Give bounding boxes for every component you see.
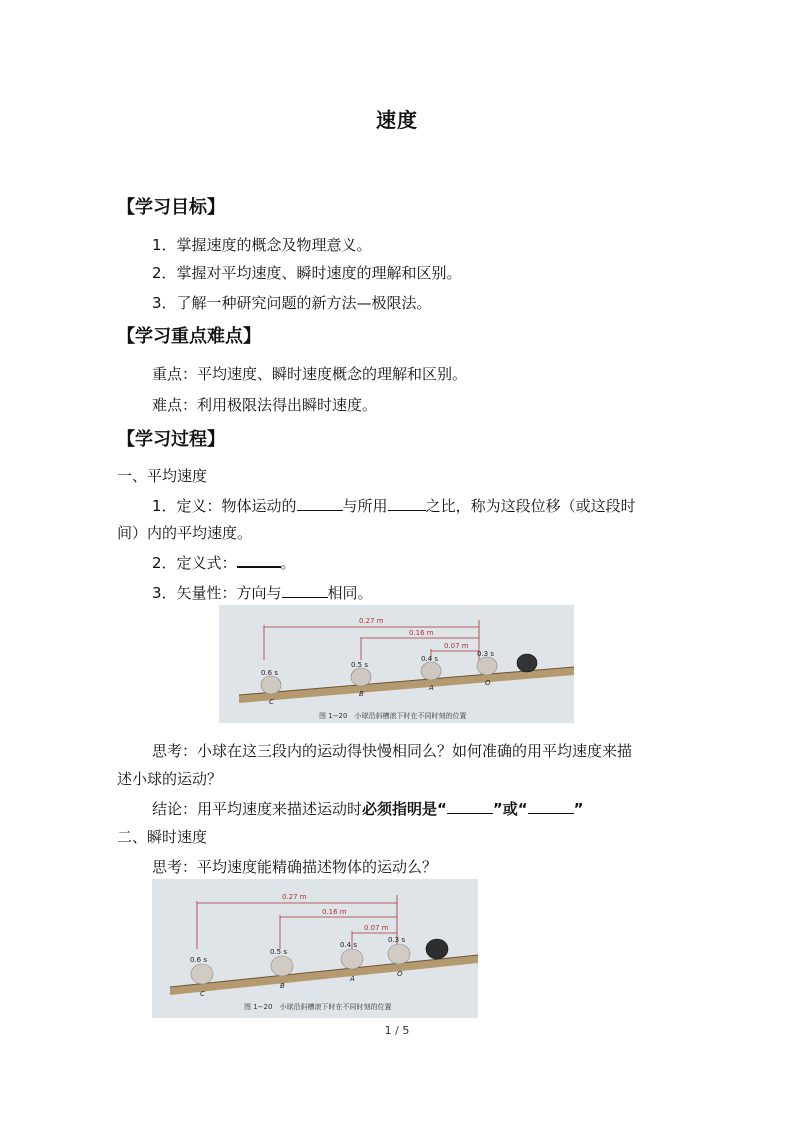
- conclusion-text-b: 必须指明是“: [362, 800, 447, 818]
- figure-ball-incline-1: [219, 605, 574, 723]
- figure-caption: 图 1−20 小球沿斜槽滚下时在不同时刻的位置: [244, 1003, 392, 1011]
- goals-heading: 【学习目标】: [117, 197, 225, 218]
- definition-text-c: 之比，称为这段位移（或这段时: [425, 497, 636, 515]
- point-label-a: A: [350, 975, 355, 983]
- formula-text-a: 2．定义式：: [152, 554, 237, 572]
- process-heading: 【学习过程】: [117, 429, 225, 450]
- think-line-1: 思考：小球在这三段内的运动得快慢相同么？如何准确的用平均速度来描: [152, 742, 633, 760]
- blank-formula: [237, 552, 281, 568]
- point-label-o: O: [397, 970, 403, 978]
- time-label-04: 0.4 s: [421, 655, 439, 663]
- blank-displacement: [297, 496, 343, 511]
- time-label-06: 0.6 s: [261, 669, 279, 677]
- point-label-c: C: [200, 990, 205, 998]
- vector-text-a: 3．矢量性：方向与: [152, 584, 282, 602]
- conclusion-line: [152, 798, 583, 819]
- point-label-b: B: [280, 982, 285, 990]
- blank-conclusion-2: [528, 799, 574, 814]
- section-average-velocity-heading: 一、平均速度: [117, 467, 208, 485]
- time-label-05: 0.5 s: [270, 948, 288, 956]
- point-label-c: C: [269, 698, 274, 706]
- definition-text-b: 与所用: [342, 497, 388, 515]
- point-label-o: O: [485, 679, 491, 687]
- figure-ball-incline-2: [152, 879, 478, 1018]
- vector-text-b: 相同。: [327, 584, 373, 602]
- goal-item-2: 2．掌握对平均速度、瞬时速度的理解和区别。: [152, 264, 462, 282]
- difficult-point: 难点：利用极限法得出瞬时速度。: [152, 396, 378, 414]
- distance-label-007: 0.07 m: [444, 642, 469, 650]
- blank-conclusion-1: [447, 799, 493, 814]
- definition-text-a: 1．定义：物体运动的: [152, 497, 297, 515]
- point-label-b: B: [359, 690, 364, 698]
- time-label-06: 0.6 s: [190, 956, 208, 964]
- distance-label-016: 0.16 m: [322, 908, 347, 916]
- definition-line-2: 间）内的平均速度。: [117, 524, 253, 542]
- think-line-2: 述小球的运动？: [117, 770, 223, 788]
- distance-label-027: 0.27 m: [359, 617, 384, 625]
- formula-line: [152, 552, 296, 573]
- key-point: 重点：平均速度、瞬时速度概念的理解和区别。: [152, 365, 468, 383]
- time-label-03: 0.3 s: [477, 650, 495, 658]
- conclusion-text-c: ”或“: [492, 800, 528, 818]
- time-label-05: 0.5 s: [351, 661, 369, 669]
- page-title: 速度: [376, 108, 418, 132]
- page-number: 1 / 5: [384, 1024, 410, 1037]
- distance-label-007: 0.07 m: [364, 924, 389, 932]
- key-points-heading: 【学习重点难点】: [117, 326, 261, 347]
- blank-time: [388, 496, 426, 511]
- figure-caption: 图 1−20 小球沿斜槽滚下时在不同时刻的位置: [319, 712, 467, 720]
- definition-line: [152, 495, 636, 516]
- goal-item-1: 1．掌握速度的概念及物理意义。: [152, 236, 372, 254]
- vector-line: [152, 582, 373, 603]
- conclusion-text-a: 结论：用平均速度来描述运动时: [152, 800, 363, 818]
- time-label-03: 0.3 s: [388, 936, 406, 944]
- section-instantaneous-velocity-heading: 二、瞬时速度: [117, 828, 208, 846]
- blank-direction: [282, 583, 328, 598]
- time-label-04: 0.4 s: [340, 941, 358, 949]
- think-instantaneous: 思考：平均速度能精确描述物体的运动么？: [152, 858, 438, 876]
- distance-label-027: 0.27 m: [282, 893, 307, 901]
- formula-text-b: 。: [280, 554, 296, 572]
- point-label-a: A: [429, 684, 434, 692]
- goal-item-3: 3．了解一种研究问题的新方法—极限法。: [152, 294, 432, 312]
- conclusion-text-d: ”: [573, 800, 584, 818]
- distance-label-016: 0.16 m: [409, 629, 434, 637]
